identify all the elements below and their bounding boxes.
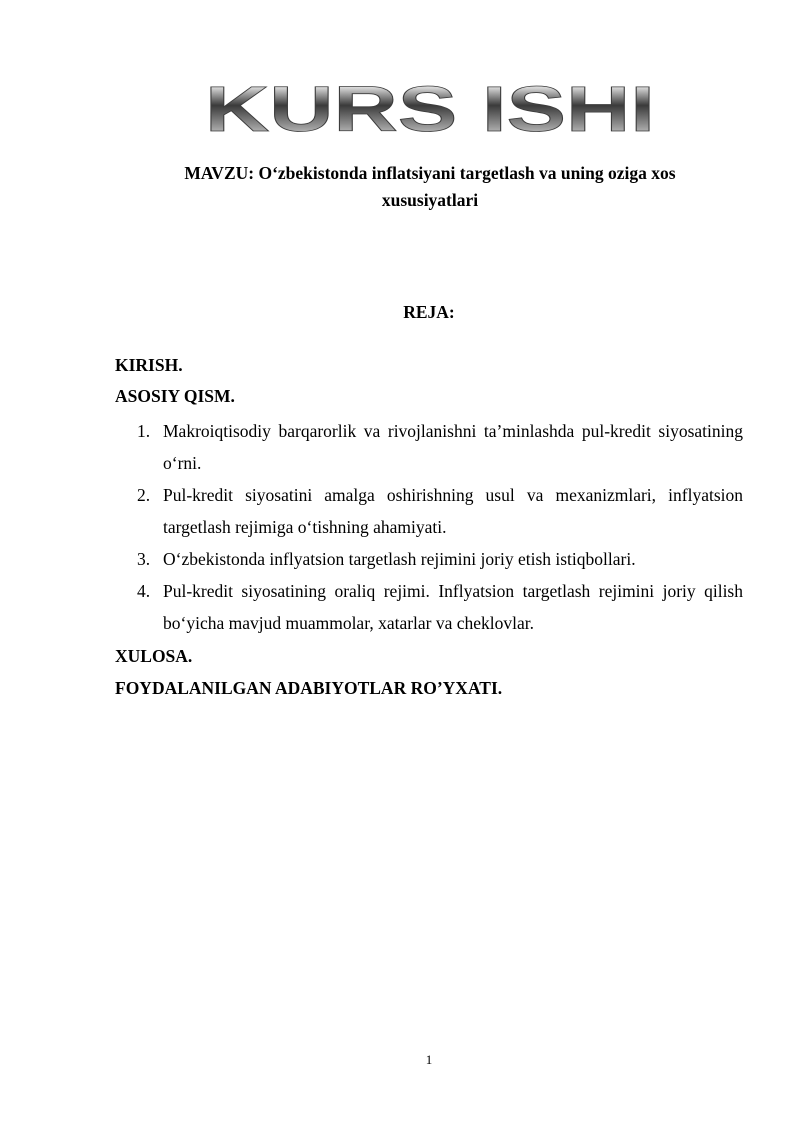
list-item	[115, 415, 743, 479]
list-item	[115, 543, 743, 575]
wordart-title	[200, 74, 660, 138]
wordart-title-graphic	[200, 74, 660, 138]
list-item-number: 4.	[137, 581, 151, 601]
plan-list	[115, 415, 743, 639]
list-item	[115, 479, 743, 543]
list-item-number: 1.	[137, 421, 151, 441]
wordart-title-text: KURS ISHI	[205, 74, 655, 138]
section-intro: KIRISH.	[115, 355, 183, 375]
section-main-part: ASOSIY QISM.	[115, 386, 235, 406]
section-conclusion: XULOSA.	[115, 646, 193, 666]
list-item-text: Pul-kredit siyosatining oraliq rejimi. Inflyatsion targetlash rejimini joriy qilish bo‘yicha mavjud muammolar, xatarlar va cheklovlar.	[163, 581, 743, 633]
list-item-text: O‘zbekistonda inflyatsion targetlash rejimini joriy etish istiqbollari.	[163, 549, 636, 569]
section-references: FOYDALANILGAN ADABIYOTLAR RO’YXATI.	[115, 678, 503, 698]
list-item	[115, 575, 743, 639]
list-item-text: Makroiqtisodiy barqarorlik va rivojlanishni ta’minlashda pul-kredit siyosatining o‘rni.	[163, 421, 743, 473]
plan-heading: REJA:	[403, 302, 455, 322]
list-item-text: Pul-kredit siyosatini amalga oshirishning usul va mexanizmlari, inflyatsion targetlash rejimiga o‘tishning ahamiyati.	[163, 485, 743, 537]
list-item-number: 2.	[137, 485, 151, 505]
list-item-number: 3.	[137, 549, 151, 569]
topic-title: MAVZU: O‘zbekistonda inflatsiyani targetlash va uning oziga xos xususiyatlari	[184, 163, 676, 210]
page-number: 1	[425, 1052, 433, 1067]
